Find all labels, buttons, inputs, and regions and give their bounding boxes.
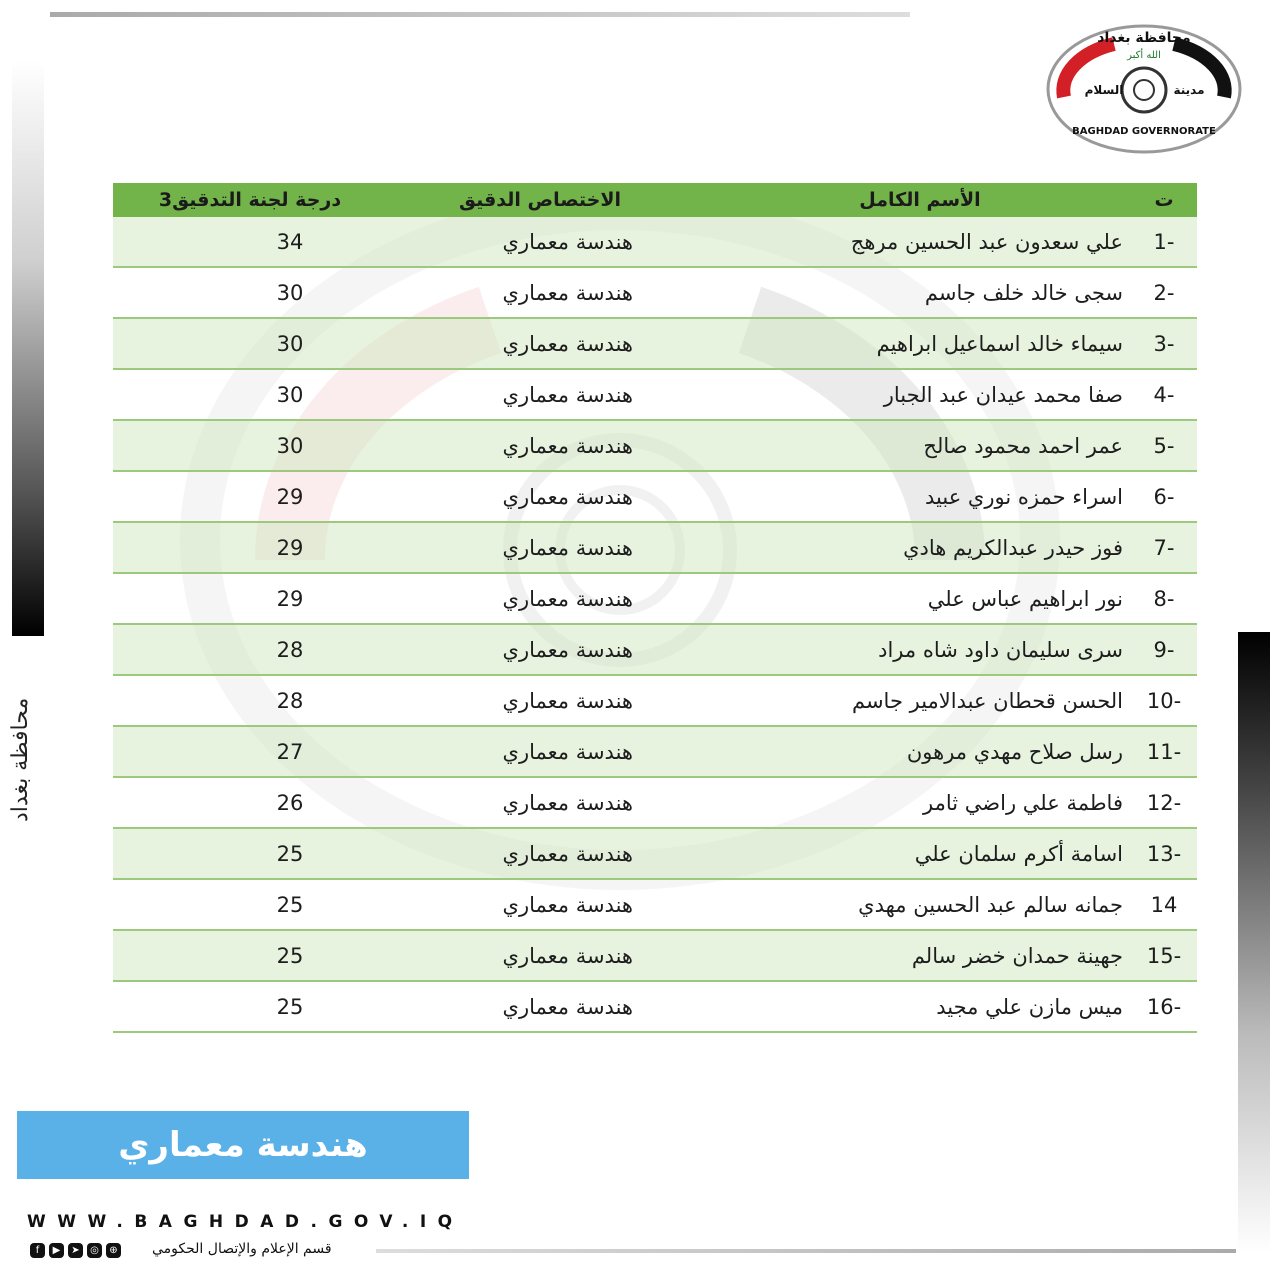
specialization-badge: هندسة معماري [17, 1111, 469, 1179]
table-row [113, 421, 1197, 472]
row-specialization: هندسة معماري [502, 841, 633, 866]
row-number: -2 [1153, 280, 1175, 305]
row-specialization: هندسة معماري [502, 994, 633, 1019]
table-row [113, 931, 1197, 982]
row-score: 30 [276, 433, 304, 458]
table-row [113, 370, 1197, 421]
row-score: 29 [276, 535, 304, 560]
row-number: -1 [1153, 229, 1175, 254]
row-number: -6 [1153, 484, 1175, 509]
row-name: رسل صلاح مهدي مرهون [906, 739, 1123, 764]
row-name: فاطمة علي راضي ثامر [923, 790, 1123, 815]
row-specialization: هندسة معماري [502, 535, 633, 560]
row-specialization: هندسة معماري [502, 892, 633, 917]
telegram-icon[interactable]: ➤ [68, 1243, 83, 1258]
table-row [113, 880, 1197, 931]
row-name: سيماء خالد اسماعيل ابراهيم [876, 331, 1123, 356]
web-icon[interactable]: ⊕ [106, 1243, 121, 1258]
row-score: 29 [276, 586, 304, 611]
youtube-icon[interactable]: ▶ [49, 1243, 64, 1258]
row-specialization: هندسة معماري [502, 433, 633, 458]
department-name: قسم الإعلام والإتصال الحكومي [152, 1241, 332, 1257]
row-score: 25 [276, 841, 304, 866]
row-score: 27 [276, 739, 304, 764]
table-row [113, 217, 1197, 268]
table-row [113, 319, 1197, 370]
frame-right-bar [1238, 632, 1270, 1252]
row-name: فوز حيدر عبدالكريم هادي [903, 535, 1123, 560]
logo-left-word: السلام [1084, 83, 1124, 97]
logo-right-word: مدينة [1173, 83, 1205, 97]
table-row [113, 574, 1197, 625]
row-name: عمر احمد محمود صالح [923, 433, 1123, 458]
row-score: 29 [276, 484, 304, 509]
row-score: 26 [276, 790, 304, 815]
row-number: -11 [1146, 739, 1182, 764]
logo-bottom-text: BAGHDAD GOVERNORATE [1072, 126, 1216, 137]
row-name: جهينة حمدان خضر سالم [911, 943, 1123, 968]
table-row [113, 982, 1197, 1033]
row-number: -12 [1146, 790, 1182, 815]
facebook-icon[interactable]: f [30, 1243, 45, 1258]
row-specialization: هندسة معماري [502, 331, 633, 356]
row-number: -7 [1153, 535, 1175, 560]
row-name: اسراء حمزه نوري عبيد [925, 484, 1123, 509]
row-score: 34 [276, 229, 304, 254]
row-specialization: هندسة معماري [502, 484, 633, 509]
row-number: -15 [1146, 943, 1182, 968]
row-number: -13 [1146, 841, 1182, 866]
table-row [113, 625, 1197, 676]
row-name: الحسن قحطان عبدالامير جاسم [851, 688, 1123, 713]
row-name: اسامة أكرم سلمان علي [914, 841, 1123, 866]
row-specialization: هندسة معماري [502, 688, 633, 713]
instagram-icon[interactable]: ◎ [87, 1243, 102, 1258]
logo-top-text: محافظة بغداد [1097, 30, 1191, 46]
row-score: 30 [276, 382, 304, 407]
row-number: 14 [1150, 892, 1178, 917]
row-name: جمانه سالم عبد الحسين مهدي [858, 892, 1123, 917]
row-score: 25 [276, 892, 304, 917]
row-name: سرى سليمان داود شاه مراد [878, 637, 1123, 662]
results-table [113, 183, 1197, 1033]
frame-bottom-line [376, 1249, 1236, 1253]
frame-left-bar [12, 60, 44, 636]
row-name: نور ابراهيم عباس علي [927, 586, 1123, 611]
row-specialization: هندسة معماري [502, 382, 633, 407]
logo-takbir: الله أكبر [1127, 50, 1161, 61]
row-number: -10 [1146, 688, 1182, 713]
row-number: -9 [1153, 637, 1175, 662]
row-number: -3 [1153, 331, 1175, 356]
row-specialization: هندسة معماري [502, 943, 633, 968]
header-num: ت [1154, 189, 1174, 211]
row-number: -4 [1153, 382, 1175, 407]
row-name: سجى خالد خلف جاسم [924, 280, 1123, 305]
row-specialization: هندسة معماري [502, 739, 633, 764]
website-url[interactable]: WWW.BAGHDAD.GOV.IQ [27, 1212, 464, 1232]
row-name: صفا محمد عيدان عبد الجبار [883, 382, 1123, 407]
row-number: -8 [1153, 586, 1175, 611]
row-specialization: هندسة معماري [502, 229, 633, 254]
row-number: -16 [1146, 994, 1182, 1019]
table-row [113, 829, 1197, 880]
table-row [113, 472, 1197, 523]
row-score: 25 [276, 943, 304, 968]
row-number: -5 [1153, 433, 1175, 458]
row-score: 28 [276, 688, 304, 713]
table-row [113, 268, 1197, 319]
table-header [113, 183, 1197, 217]
row-specialization: هندسة معماري [502, 637, 633, 662]
row-specialization: هندسة معماري [502, 280, 633, 305]
header-specialization: الاختصاص الدقيق [458, 189, 622, 211]
row-score: 25 [276, 994, 304, 1019]
row-name: ميس مازن علي مجيد [936, 994, 1123, 1019]
table-row [113, 676, 1197, 727]
header-score: درجة لجنة التدقيق3 [158, 189, 342, 211]
row-score: 30 [276, 280, 304, 305]
header-name: الأسم الكامل [859, 189, 981, 211]
social-icons [30, 1243, 121, 1258]
table-row [113, 523, 1197, 574]
row-name: علي سعدون عبد الحسين مرهج [850, 229, 1123, 254]
frame-top-line [50, 12, 910, 17]
row-specialization: هندسة معماري [502, 790, 633, 815]
table-row [113, 727, 1197, 778]
side-calligraphy: محافظة بغداد [8, 697, 33, 823]
row-score: 30 [276, 331, 304, 356]
baghdad-governorate-logo [1044, 22, 1244, 156]
table-row [113, 778, 1197, 829]
row-specialization: هندسة معماري [502, 586, 633, 611]
row-score: 28 [276, 637, 304, 662]
